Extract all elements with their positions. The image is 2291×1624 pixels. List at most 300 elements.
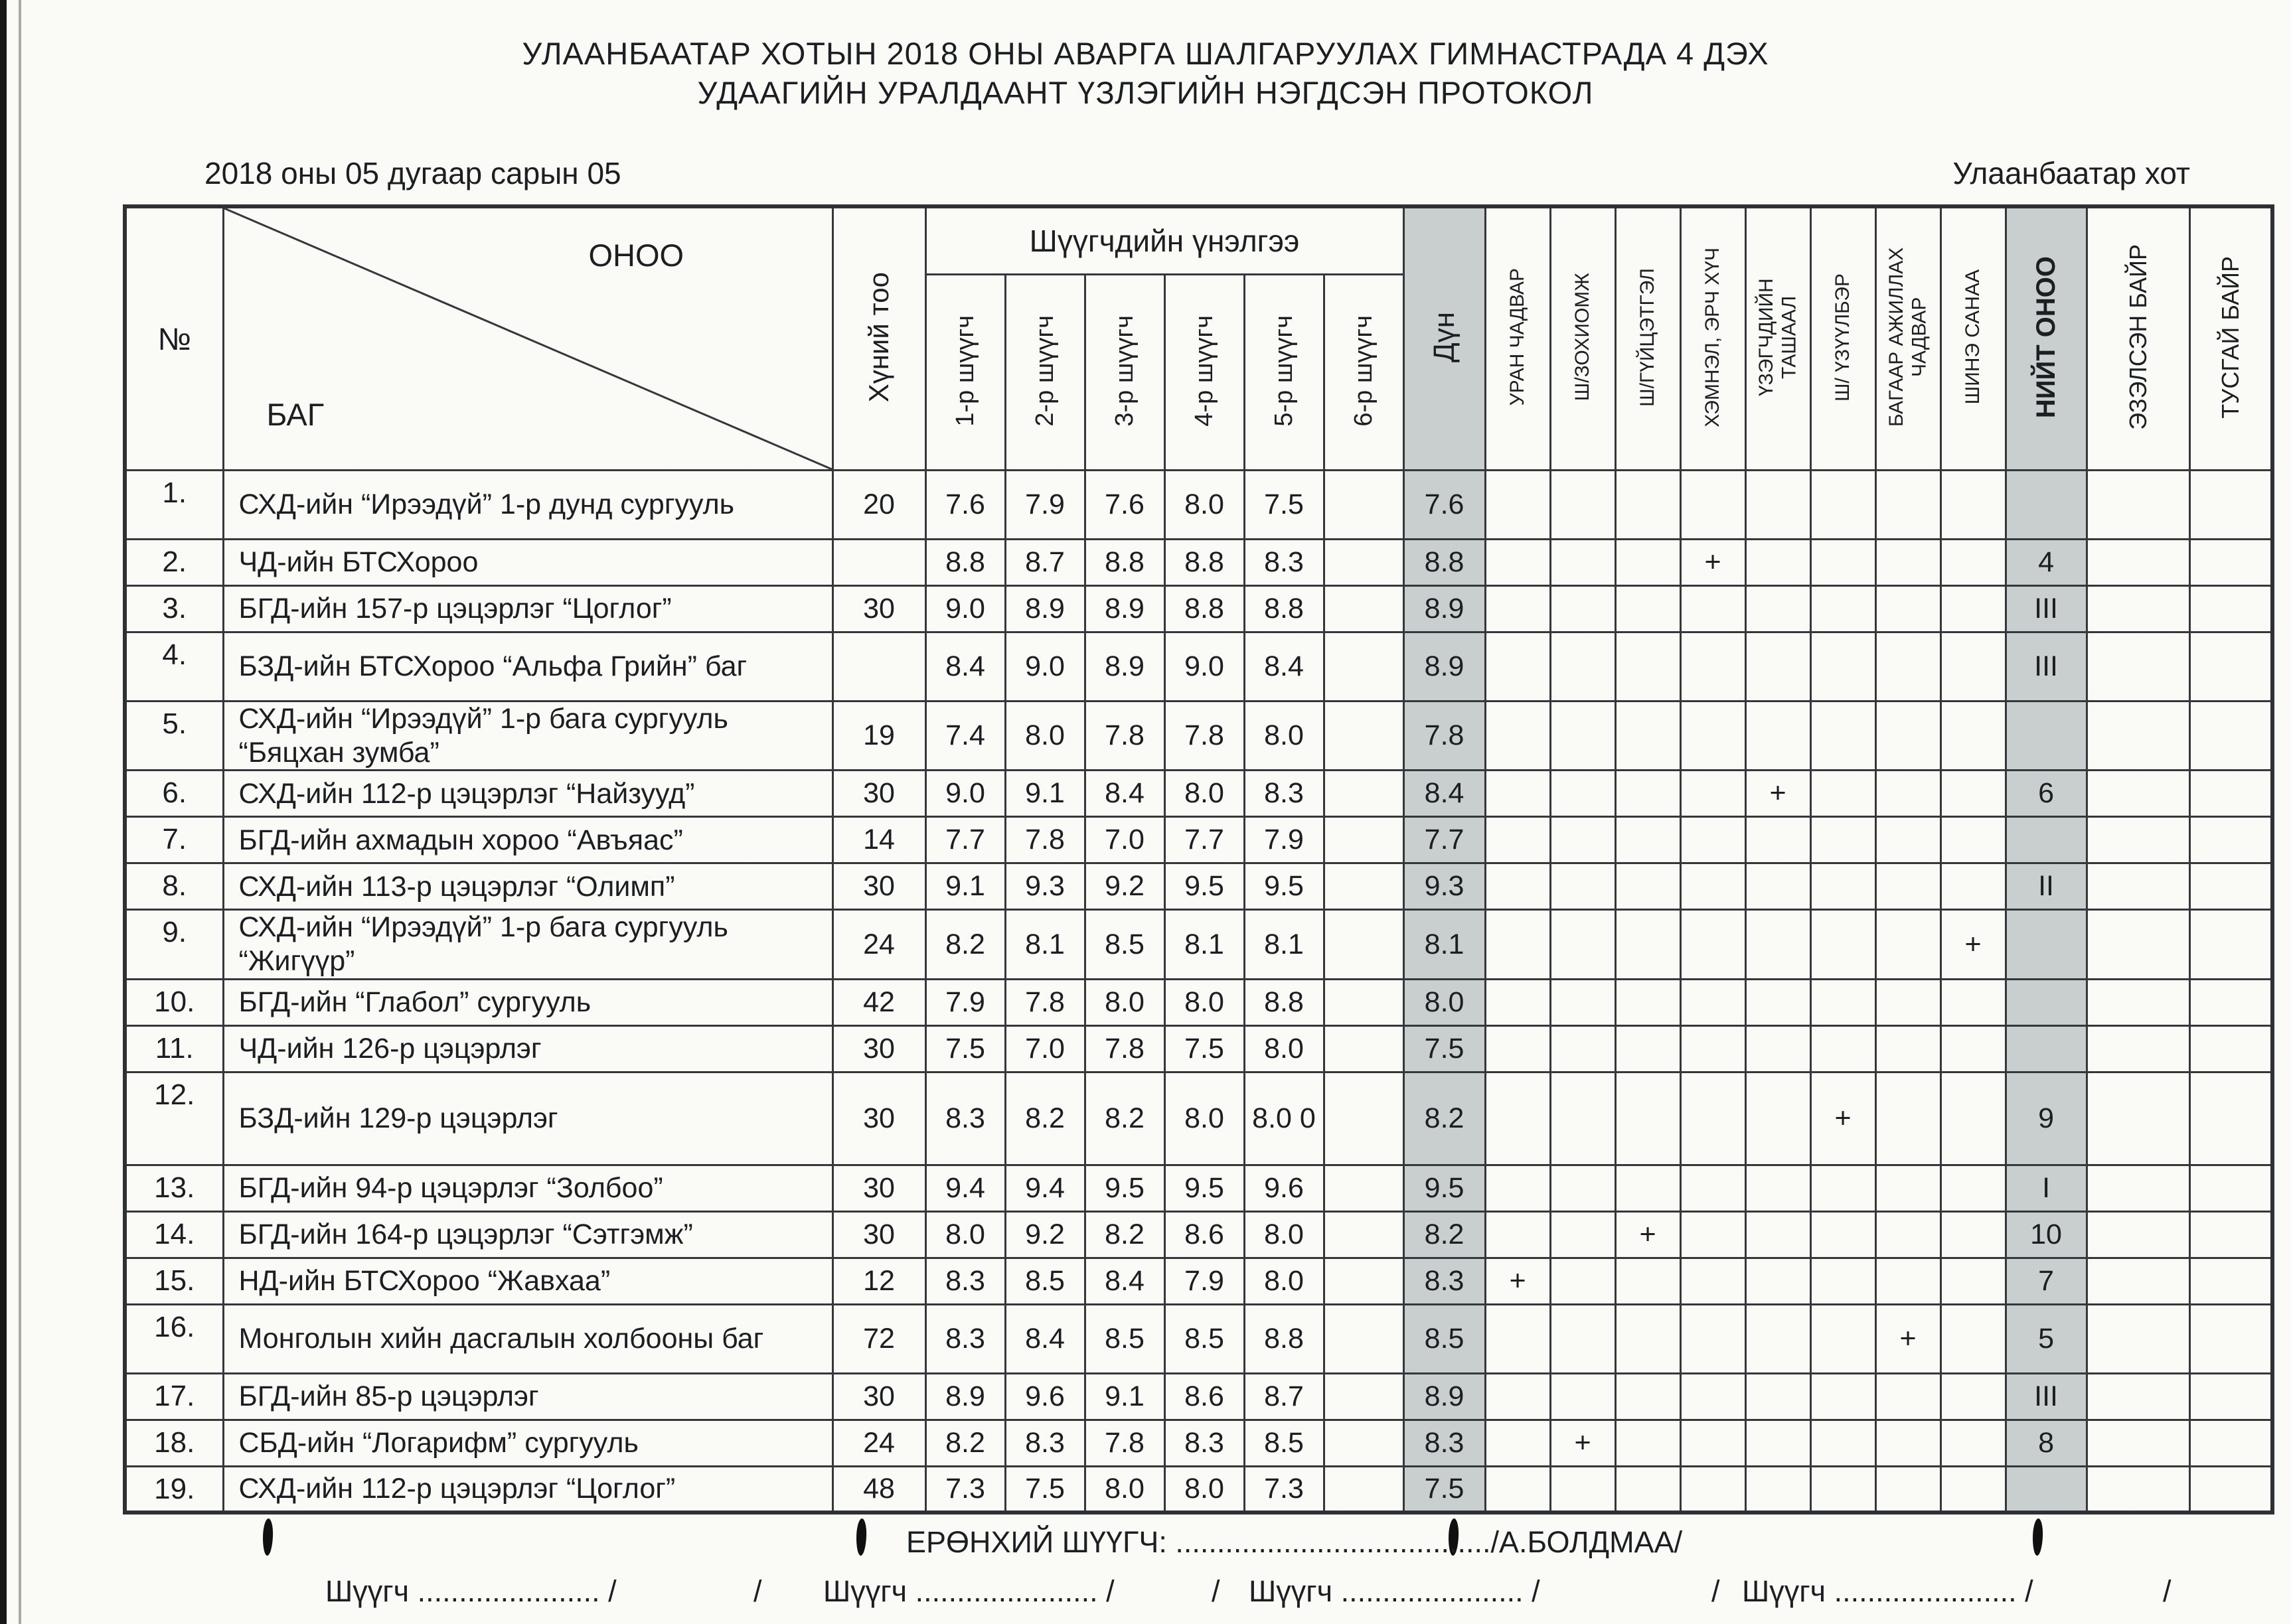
judge-score-5: 7.3 bbox=[1244, 1466, 1324, 1513]
criteria-mark-5 bbox=[1745, 979, 1810, 1025]
judge-score-3: 7.0 bbox=[1085, 817, 1164, 863]
table-row bbox=[125, 1466, 2272, 1513]
judge-score-6 bbox=[1324, 1072, 1403, 1165]
row-number: 18. bbox=[125, 1420, 223, 1466]
sum-score: 8.9 bbox=[1403, 632, 1485, 701]
criteria-mark-3 bbox=[1615, 471, 1680, 540]
col-header-criteria-guitsetgel: Ш/ГҮЙЦЭТГЭЛ bbox=[1615, 206, 1680, 471]
col-header-judge-1: 1-р шүүгч bbox=[925, 275, 1005, 471]
judge-score-4: 8.1 bbox=[1164, 910, 1244, 979]
people-count: 42 bbox=[832, 979, 925, 1025]
judge-score-2: 8.9 bbox=[1005, 586, 1085, 632]
people-count: 30 bbox=[832, 1373, 925, 1420]
total-score: 9 bbox=[2006, 1072, 2087, 1165]
judge-score-3: 9.1 bbox=[1085, 1373, 1164, 1420]
criteria-mark-2 bbox=[1550, 1304, 1615, 1373]
criteria-mark-7 bbox=[1875, 1373, 1940, 1420]
team-name: Монголын хийн дасгалын холбооны баг bbox=[223, 1304, 832, 1373]
criteria-mark-6 bbox=[1810, 1165, 1875, 1211]
judge-signature-dots: ...................... bbox=[1826, 1574, 2017, 1608]
judge-score-1: 9.0 bbox=[925, 586, 1005, 632]
criteria-mark-5 bbox=[1745, 701, 1810, 771]
judge-score-6 bbox=[1324, 910, 1403, 979]
criteria-mark-4 bbox=[1680, 1211, 1745, 1258]
judge-score-3: 7.6 bbox=[1085, 471, 1164, 540]
judge-score-2: 7.9 bbox=[1005, 471, 1085, 540]
sum-score: 8.2 bbox=[1403, 1072, 1485, 1165]
criteria-mark-7 bbox=[1875, 1072, 1940, 1165]
judge-score-6 bbox=[1324, 771, 1403, 817]
total-score: 8 bbox=[2006, 1420, 2087, 1466]
row-number: 14. bbox=[125, 1211, 223, 1258]
special-place bbox=[2189, 1466, 2272, 1513]
sum-score: 8.0 bbox=[1403, 979, 1485, 1025]
people-count bbox=[832, 540, 925, 586]
judge-score-2: 9.2 bbox=[1005, 1211, 1085, 1258]
judge-score-1: 8.2 bbox=[925, 910, 1005, 979]
criteria-mark-4 bbox=[1680, 1304, 1745, 1373]
special-place bbox=[2189, 701, 2272, 771]
criteria-mark-5 bbox=[1745, 471, 1810, 540]
people-count: 24 bbox=[832, 1420, 925, 1466]
page-title-line1: УЛААНБААТАР ХОТЫН 2018 ОНЫ АВАРГА ШАЛГАРУУЛАХ ГИМНАСТРАДА 4 ДЭХ bbox=[522, 36, 1769, 71]
place-result bbox=[2087, 632, 2189, 701]
criteria-mark-1 bbox=[1485, 1373, 1550, 1420]
place-result bbox=[2087, 471, 2189, 540]
judge-score-6 bbox=[1324, 1258, 1403, 1304]
total-score bbox=[2006, 471, 2087, 540]
special-place bbox=[2189, 1211, 2272, 1258]
criteria-mark-5 bbox=[1745, 1258, 1810, 1304]
team-name: СХД-ийн “Ирээдүй” 1-р дунд сургууль bbox=[223, 471, 832, 540]
sum-score: 7.5 bbox=[1403, 1025, 1485, 1072]
special-place bbox=[2189, 1304, 2272, 1373]
judge-score-4: 7.8 bbox=[1164, 701, 1244, 771]
criteria-mark-5 bbox=[1745, 1025, 1810, 1072]
criteria-mark-2 bbox=[1550, 817, 1615, 863]
judge-score-5: 8.8 bbox=[1244, 586, 1324, 632]
judge-score-5: 8.4 bbox=[1244, 632, 1324, 701]
row-number: 2. bbox=[125, 540, 223, 586]
criteria-mark-2 bbox=[1550, 771, 1615, 817]
judge-score-6 bbox=[1324, 632, 1403, 701]
signature-slash: / bbox=[1711, 1574, 1720, 1608]
people-count: 30 bbox=[832, 1211, 925, 1258]
judge-signature-label: Шүүгч bbox=[823, 1574, 908, 1608]
judge-score-4: 7.5 bbox=[1164, 1025, 1244, 1072]
criteria-mark-6 bbox=[1810, 1373, 1875, 1420]
criteria-mark-7 bbox=[1875, 1211, 1940, 1258]
judge-score-2: 8.1 bbox=[1005, 910, 1085, 979]
criteria-mark-4 bbox=[1680, 701, 1745, 771]
col-header-total: НИЙТ ОНОО bbox=[2006, 206, 2087, 471]
criteria-mark-6 bbox=[1810, 817, 1875, 863]
criteria-mark-1 bbox=[1485, 471, 1550, 540]
judge-score-5: 8.0 bbox=[1244, 701, 1324, 771]
place-result bbox=[2087, 771, 2189, 817]
criteria-mark-3 bbox=[1615, 701, 1680, 771]
criteria-mark-1 bbox=[1485, 1025, 1550, 1072]
criteria-mark-4 bbox=[1680, 1258, 1745, 1304]
sum-score: 9.3 bbox=[1403, 863, 1485, 910]
criteria-mark-3 bbox=[1615, 1165, 1680, 1211]
place-result bbox=[2087, 1072, 2189, 1165]
special-place bbox=[2189, 632, 2272, 701]
total-score bbox=[2006, 910, 2087, 979]
judge-score-1: 8.3 bbox=[925, 1304, 1005, 1373]
place-result bbox=[2087, 1373, 2189, 1420]
criteria-mark-5 bbox=[1745, 540, 1810, 586]
special-place bbox=[2189, 771, 2272, 817]
criteria-mark-3 bbox=[1615, 910, 1680, 979]
criteria-mark-1 bbox=[1485, 701, 1550, 771]
special-place bbox=[2189, 979, 2272, 1025]
people-count: 30 bbox=[832, 1025, 925, 1072]
col-header-people: Хүний тоо bbox=[832, 206, 925, 471]
judge-score-6 bbox=[1324, 701, 1403, 771]
judge-score-4: 8.8 bbox=[1164, 540, 1244, 586]
col-header-judge-2: 2-р шүүгч bbox=[1005, 275, 1085, 471]
criteria-mark-1 bbox=[1485, 1072, 1550, 1165]
col-header-criteria-shine-sanaa: ШИНЭ САНАА bbox=[1940, 206, 2006, 471]
total-score: 6 bbox=[2006, 771, 2087, 817]
judge-score-6 bbox=[1324, 1420, 1403, 1466]
criteria-mark-2 bbox=[1550, 1072, 1615, 1165]
criteria-mark-5 bbox=[1745, 1165, 1810, 1211]
judge-score-1: 9.0 bbox=[925, 771, 1005, 817]
judge-score-5: 8.8 bbox=[1244, 1304, 1324, 1373]
criteria-mark-7 bbox=[1875, 863, 1940, 910]
col-header-criteria-uran-chadvar: УРАН ЧАДВАР bbox=[1485, 206, 1550, 471]
criteria-mark-1 bbox=[1485, 1466, 1550, 1513]
special-place bbox=[2189, 1165, 2272, 1211]
judge-signature bbox=[823, 1574, 1115, 1609]
judge-score-5: 8.3 bbox=[1244, 540, 1324, 586]
judge-score-4: 8.0 bbox=[1164, 771, 1244, 817]
judge-score-6 bbox=[1324, 1165, 1403, 1211]
judge-score-5: 8.0 bbox=[1244, 1025, 1324, 1072]
judge-score-3: 8.9 bbox=[1085, 632, 1164, 701]
col-header-team bbox=[223, 206, 832, 471]
judge-score-5: 8.7 bbox=[1244, 1373, 1324, 1420]
criteria-mark-6 bbox=[1810, 863, 1875, 910]
col-header-criteria-tashaal: ҮЗЭГЧДИЙН ТАШААЛ bbox=[1745, 206, 1810, 471]
judge-score-6 bbox=[1324, 471, 1403, 540]
row-number: 13. bbox=[125, 1165, 223, 1211]
total-score: III bbox=[2006, 632, 2087, 701]
criteria-mark-6 bbox=[1810, 771, 1875, 817]
judge-score-3: 8.9 bbox=[1085, 586, 1164, 632]
judge-signature-dots: ...................... bbox=[1332, 1574, 1524, 1608]
judge-score-4: 9.5 bbox=[1164, 1165, 1244, 1211]
judge-score-5: 9.6 bbox=[1244, 1165, 1324, 1211]
criteria-mark-6 bbox=[1810, 540, 1875, 586]
criteria-mark-6 bbox=[1810, 910, 1875, 979]
special-place bbox=[2189, 1072, 2272, 1165]
special-place bbox=[2189, 1373, 2272, 1420]
criteria-mark-2 bbox=[1550, 540, 1615, 586]
col-header-criteria-zohiomj: Ш/ЗОХИОМЖ bbox=[1550, 206, 1615, 471]
people-count: 30 bbox=[832, 863, 925, 910]
judge-signature-dots: ...................... bbox=[409, 1574, 600, 1608]
fold-mark bbox=[2032, 1518, 2043, 1556]
judge-score-4: 7.9 bbox=[1164, 1258, 1244, 1304]
table-row bbox=[125, 817, 2272, 863]
col-header-judges-group: Шүүгчдийн үнэлгээ bbox=[925, 206, 1403, 275]
judge-score-3: 8.5 bbox=[1085, 910, 1164, 979]
table-row bbox=[125, 1072, 2272, 1165]
judge-score-1: 7.6 bbox=[925, 471, 1005, 540]
criteria-mark-4 bbox=[1680, 1025, 1745, 1072]
row-number: 7. bbox=[125, 817, 223, 863]
judge-score-6 bbox=[1324, 863, 1403, 910]
col-header-criteria-hemnel: ХЭМНЭЛ, ЭРЧ ХҮЧ bbox=[1680, 206, 1745, 471]
judge-score-6 bbox=[1324, 979, 1403, 1025]
criteria-mark-3 bbox=[1615, 817, 1680, 863]
page-title bbox=[0, 35, 2291, 113]
people-count: 12 bbox=[832, 1258, 925, 1304]
total-score bbox=[2006, 817, 2087, 863]
people-count: 30 bbox=[832, 586, 925, 632]
total-score bbox=[2006, 1025, 2087, 1072]
col-header-no: № bbox=[125, 206, 223, 471]
table-row bbox=[125, 1258, 2272, 1304]
criteria-mark-4: + bbox=[1680, 540, 1745, 586]
judge-score-1: 7.7 bbox=[925, 817, 1005, 863]
judge-signature-slash: / bbox=[1523, 1574, 1540, 1608]
row-number: 16. bbox=[125, 1304, 223, 1373]
sum-score: 7.5 bbox=[1403, 1466, 1485, 1513]
team-name: ЧД-ийн 126-р цэцэрлэг bbox=[223, 1025, 832, 1072]
table-row bbox=[125, 771, 2272, 817]
criteria-mark-6 bbox=[1810, 1258, 1875, 1304]
criteria-mark-4 bbox=[1680, 1466, 1745, 1513]
total-score: II bbox=[2006, 863, 2087, 910]
row-number: 12. bbox=[125, 1072, 223, 1165]
criteria-mark-7 bbox=[1875, 1025, 1940, 1072]
fold-mark bbox=[262, 1518, 274, 1556]
criteria-mark-4 bbox=[1680, 817, 1745, 863]
criteria-mark-7: + bbox=[1875, 1304, 1940, 1373]
team-name: БГД-ийн 164-р цэцэрлэг “Сэтгэмж” bbox=[223, 1211, 832, 1258]
criteria-mark-5 bbox=[1745, 863, 1810, 910]
criteria-mark-2 bbox=[1550, 979, 1615, 1025]
judge-score-3: 8.2 bbox=[1085, 1072, 1164, 1165]
judge-score-3: 8.4 bbox=[1085, 771, 1164, 817]
judge-score-5: 8.5 bbox=[1244, 1420, 1324, 1466]
special-place bbox=[2189, 1420, 2272, 1466]
criteria-mark-8 bbox=[1940, 1304, 2006, 1373]
judge-score-4: 8.0 bbox=[1164, 1466, 1244, 1513]
place-result bbox=[2087, 1211, 2189, 1258]
judge-score-1: 8.8 bbox=[925, 540, 1005, 586]
judge-score-1: 8.9 bbox=[925, 1373, 1005, 1420]
judge-score-6 bbox=[1324, 1304, 1403, 1373]
team-name: БГД-ийн 85-р цэцэрлэг bbox=[223, 1373, 832, 1420]
judge-score-1: 7.4 bbox=[925, 701, 1005, 771]
criteria-mark-6 bbox=[1810, 1304, 1875, 1373]
special-place bbox=[2189, 910, 2272, 979]
judge-signature-label: Шүүгч bbox=[1742, 1574, 1826, 1608]
place-result bbox=[2087, 1025, 2189, 1072]
team-name: СХД-ийн “Ирээдүй” 1-р бага сургууль “Жигүүр” bbox=[223, 910, 832, 979]
table-row bbox=[125, 1211, 2272, 1258]
criteria-mark-2 bbox=[1550, 1373, 1615, 1420]
total-score bbox=[2006, 1466, 2087, 1513]
criteria-mark-8 bbox=[1940, 632, 2006, 701]
criteria-mark-1 bbox=[1485, 586, 1550, 632]
judge-score-3: 8.2 bbox=[1085, 1211, 1164, 1258]
page-title-line2: УДААГИЙН УРАЛДААНТ ҮЗЛЭГИЙН НЭГДСЭН ПРОТОКОЛ bbox=[697, 74, 1594, 110]
judge-score-2: 8.4 bbox=[1005, 1304, 1085, 1373]
judge-score-4: 8.3 bbox=[1164, 1420, 1244, 1466]
criteria-mark-3 bbox=[1615, 863, 1680, 910]
team-name: НД-ийн БТСХороо “Жавхаа” bbox=[223, 1258, 832, 1304]
place-result bbox=[2087, 817, 2189, 863]
judge-score-1: 9.4 bbox=[925, 1165, 1005, 1211]
sum-score: 8.4 bbox=[1403, 771, 1485, 817]
criteria-mark-6 bbox=[1810, 632, 1875, 701]
criteria-mark-7 bbox=[1875, 771, 1940, 817]
total-score bbox=[2006, 701, 2087, 771]
criteria-mark-8 bbox=[1940, 1072, 2006, 1165]
special-place bbox=[2189, 540, 2272, 586]
table-row bbox=[125, 586, 2272, 632]
sum-score: 8.1 bbox=[1403, 910, 1485, 979]
criteria-mark-1 bbox=[1485, 540, 1550, 586]
judge-signature-label: Шүүгч bbox=[1249, 1574, 1333, 1608]
judge-score-3: 7.8 bbox=[1085, 1025, 1164, 1072]
judge-score-4: 8.0 bbox=[1164, 1072, 1244, 1165]
judge-score-4: 9.5 bbox=[1164, 863, 1244, 910]
criteria-mark-4 bbox=[1680, 771, 1745, 817]
criteria-mark-8 bbox=[1940, 471, 2006, 540]
criteria-mark-3 bbox=[1615, 1373, 1680, 1420]
criteria-mark-2 bbox=[1550, 1258, 1615, 1304]
judge-score-2: 8.7 bbox=[1005, 540, 1085, 586]
criteria-mark-3 bbox=[1615, 1466, 1680, 1513]
sum-score: 8.9 bbox=[1403, 1373, 1485, 1420]
criteria-mark-1 bbox=[1485, 817, 1550, 863]
criteria-mark-8 bbox=[1940, 1420, 2006, 1466]
criteria-mark-2 bbox=[1550, 910, 1615, 979]
team-name: СХД-ийн 112-р цэцэрлэг “Найзууд” bbox=[223, 771, 832, 817]
criteria-mark-1 bbox=[1485, 632, 1550, 701]
chief-judge-line bbox=[906, 1525, 1682, 1560]
criteria-mark-4 bbox=[1680, 863, 1745, 910]
team-name: БЗД-ийн БТСХороо “Альфа Грийн” баг bbox=[223, 632, 832, 701]
judge-score-5: 8.8 bbox=[1244, 979, 1324, 1025]
col-header-sum: Дүн bbox=[1403, 206, 1485, 471]
criteria-mark-6 bbox=[1810, 1211, 1875, 1258]
total-score: 10 bbox=[2006, 1211, 2087, 1258]
judge-score-3: 8.0 bbox=[1085, 1466, 1164, 1513]
criteria-mark-5 bbox=[1745, 1072, 1810, 1165]
criteria-mark-6 bbox=[1810, 1420, 1875, 1466]
criteria-mark-2 bbox=[1550, 1025, 1615, 1072]
criteria-mark-1 bbox=[1485, 979, 1550, 1025]
table-row bbox=[125, 910, 2272, 979]
row-number: 10. bbox=[125, 979, 223, 1025]
col-header-judge-4: 4-р шүүгч bbox=[1164, 275, 1244, 471]
judge-score-5: 7.9 bbox=[1244, 817, 1324, 863]
judge-score-2: 8.3 bbox=[1005, 1420, 1085, 1466]
criteria-mark-7 bbox=[1875, 1258, 1940, 1304]
row-number: 15. bbox=[125, 1258, 223, 1304]
criteria-mark-2 bbox=[1550, 1466, 1615, 1513]
criteria-mark-7 bbox=[1875, 471, 1940, 540]
criteria-mark-2: + bbox=[1550, 1420, 1615, 1466]
sum-score: 8.3 bbox=[1403, 1258, 1485, 1304]
table-row bbox=[125, 471, 2272, 540]
criteria-mark-7 bbox=[1875, 1420, 1940, 1466]
criteria-mark-2 bbox=[1550, 1211, 1615, 1258]
criteria-mark-1 bbox=[1485, 910, 1550, 979]
col-header-special: ТУСГАЙ БАЙР bbox=[2189, 206, 2272, 471]
special-place bbox=[2189, 1025, 2272, 1072]
people-count: 30 bbox=[832, 1165, 925, 1211]
criteria-mark-1 bbox=[1485, 1420, 1550, 1466]
judge-score-3: 9.2 bbox=[1085, 863, 1164, 910]
people-count: 20 bbox=[832, 471, 925, 540]
sum-score: 7.6 bbox=[1403, 471, 1485, 540]
judge-score-2: 7.8 bbox=[1005, 979, 1085, 1025]
judge-score-5: 7.5 bbox=[1244, 471, 1324, 540]
criteria-mark-4 bbox=[1680, 1165, 1745, 1211]
judge-score-4: 8.6 bbox=[1164, 1373, 1244, 1420]
table-row bbox=[125, 1304, 2272, 1373]
criteria-mark-7 bbox=[1875, 910, 1940, 979]
criteria-mark-2 bbox=[1550, 1165, 1615, 1211]
criteria-mark-7 bbox=[1875, 540, 1940, 586]
criteria-mark-3 bbox=[1615, 1025, 1680, 1072]
criteria-mark-7 bbox=[1875, 979, 1940, 1025]
criteria-mark-1 bbox=[1485, 1304, 1550, 1373]
people-count: 14 bbox=[832, 817, 925, 863]
criteria-mark-3 bbox=[1615, 632, 1680, 701]
criteria-mark-1 bbox=[1485, 1211, 1550, 1258]
protocol-city: Улаанбаатар хот bbox=[1952, 156, 2190, 190]
row-number: 3. bbox=[125, 586, 223, 632]
criteria-mark-6 bbox=[1810, 979, 1875, 1025]
criteria-mark-3 bbox=[1615, 771, 1680, 817]
judge-score-2: 8.0 bbox=[1005, 701, 1085, 771]
sum-score: 7.8 bbox=[1403, 701, 1485, 771]
judge-score-4: 8.0 bbox=[1164, 471, 1244, 540]
criteria-mark-8 bbox=[1940, 1165, 2006, 1211]
criteria-mark-5 bbox=[1745, 586, 1810, 632]
fold-mark bbox=[856, 1518, 867, 1556]
sum-score: 8.3 bbox=[1403, 1420, 1485, 1466]
judge-score-4: 8.0 bbox=[1164, 979, 1244, 1025]
col-header-criteria-uzuulber: Ш/ ҮЗҮҮЛБЭР bbox=[1810, 206, 1875, 471]
judge-score-2: 9.4 bbox=[1005, 1165, 1085, 1211]
criteria-mark-7 bbox=[1875, 1466, 1940, 1513]
judge-score-6 bbox=[1324, 1373, 1403, 1420]
col-header-place: ЭЗЭЛСЭН БАЙР bbox=[2087, 206, 2189, 471]
team-name: СХД-ийн “Ирээдүй” 1-р бага сургууль “Бяцхан зумба” bbox=[223, 701, 832, 771]
special-place bbox=[2189, 863, 2272, 910]
chief-judge-name: /А.БОЛДМАА/ bbox=[1490, 1525, 1683, 1559]
judge-score-3: 8.4 bbox=[1085, 1258, 1164, 1304]
judge-score-4: 7.7 bbox=[1164, 817, 1244, 863]
judge-score-2: 9.0 bbox=[1005, 632, 1085, 701]
judge-score-5: 8.0 bbox=[1244, 1211, 1324, 1258]
judge-score-4: 8.8 bbox=[1164, 586, 1244, 632]
team-name: БЗД-ийн 129-р цэцэрлэг bbox=[223, 1072, 832, 1165]
judge-score-1: 8.3 bbox=[925, 1258, 1005, 1304]
chief-judge-dots: ...................................... bbox=[1166, 1525, 1491, 1559]
